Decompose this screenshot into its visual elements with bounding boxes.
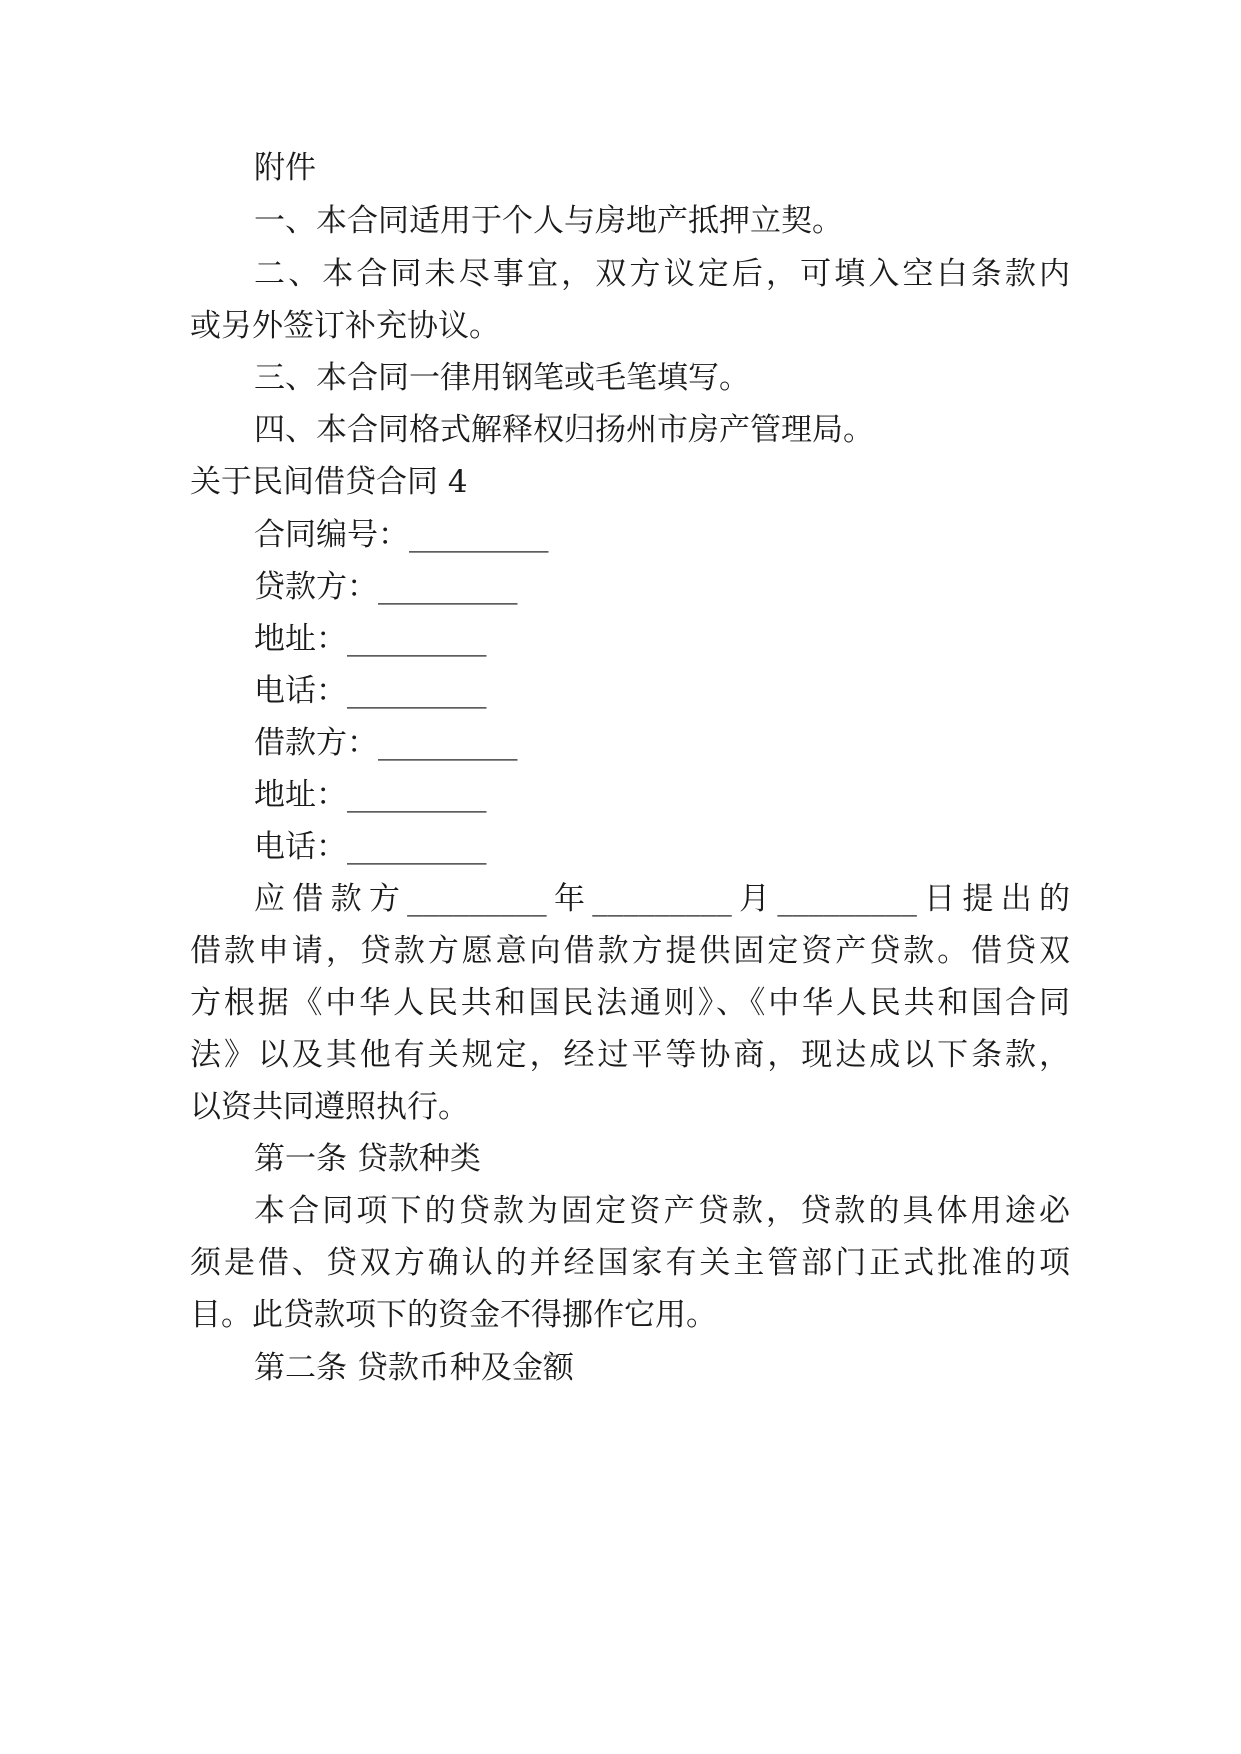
article-1-body-line-1: 本合同项下的贷款为固定资产贷款，贷款的具体用途必 (254, 1193, 1070, 1229)
attachment-item-2: 二、本合同未尽事宜，双方议定后，可填入空白条款内 (254, 256, 1070, 292)
article-2-heading: 第二条 贷款币种及金额 (254, 1350, 574, 1386)
field-borrower-address: 地址：_________ (254, 777, 487, 813)
preamble-line-3: 方根据《中华人民共和国民法通则》、《中华人民共和国合同 (190, 985, 1070, 1021)
attachment-item-2-cont: 或另外签订补充协议。 (190, 308, 500, 344)
preamble-line-4: 法》以及其他有关规定，经过平等协商，现达成以下条款， (190, 1037, 1070, 1073)
field-lender-address: 地址：_________ (254, 621, 487, 657)
attachment-heading: 附件 (254, 150, 316, 186)
field-lender: 贷款方：_________ (254, 569, 518, 605)
preamble-line-5: 以资共同遵照执行。 (190, 1089, 469, 1125)
preamble-line-1: 应借款方_________年_________月_________日提出的 (254, 881, 1070, 917)
contract-title: 关于民间借贷合同 4 (190, 464, 468, 500)
article-1-body-line-3: 目。此贷款项下的资金不得挪作它用。 (190, 1297, 717, 1333)
attachment-item-1: 一、本合同适用于个人与房地产抵押立契。 (254, 203, 843, 239)
article-1-body-line-2: 须是借、贷双方确认的并经国家有关主管部门正式批准的项 (190, 1245, 1070, 1281)
article-1-heading: 第一条 贷款种类 (254, 1141, 481, 1177)
field-borrower-phone: 电话：_________ (254, 829, 487, 865)
field-borrower: 借款方：_________ (254, 725, 518, 761)
preamble-line-2: 借款申请，贷款方愿意向借款方提供固定资产贷款。借贷双 (190, 933, 1070, 969)
field-contract-number: 合同编号：_________ (254, 517, 549, 553)
attachment-item-3: 三、本合同一律用钢笔或毛笔填写。 (254, 360, 750, 396)
field-lender-phone: 电话：_________ (254, 673, 487, 709)
attachment-item-4: 四、本合同格式解释权归扬州市房产管理局。 (254, 412, 874, 448)
